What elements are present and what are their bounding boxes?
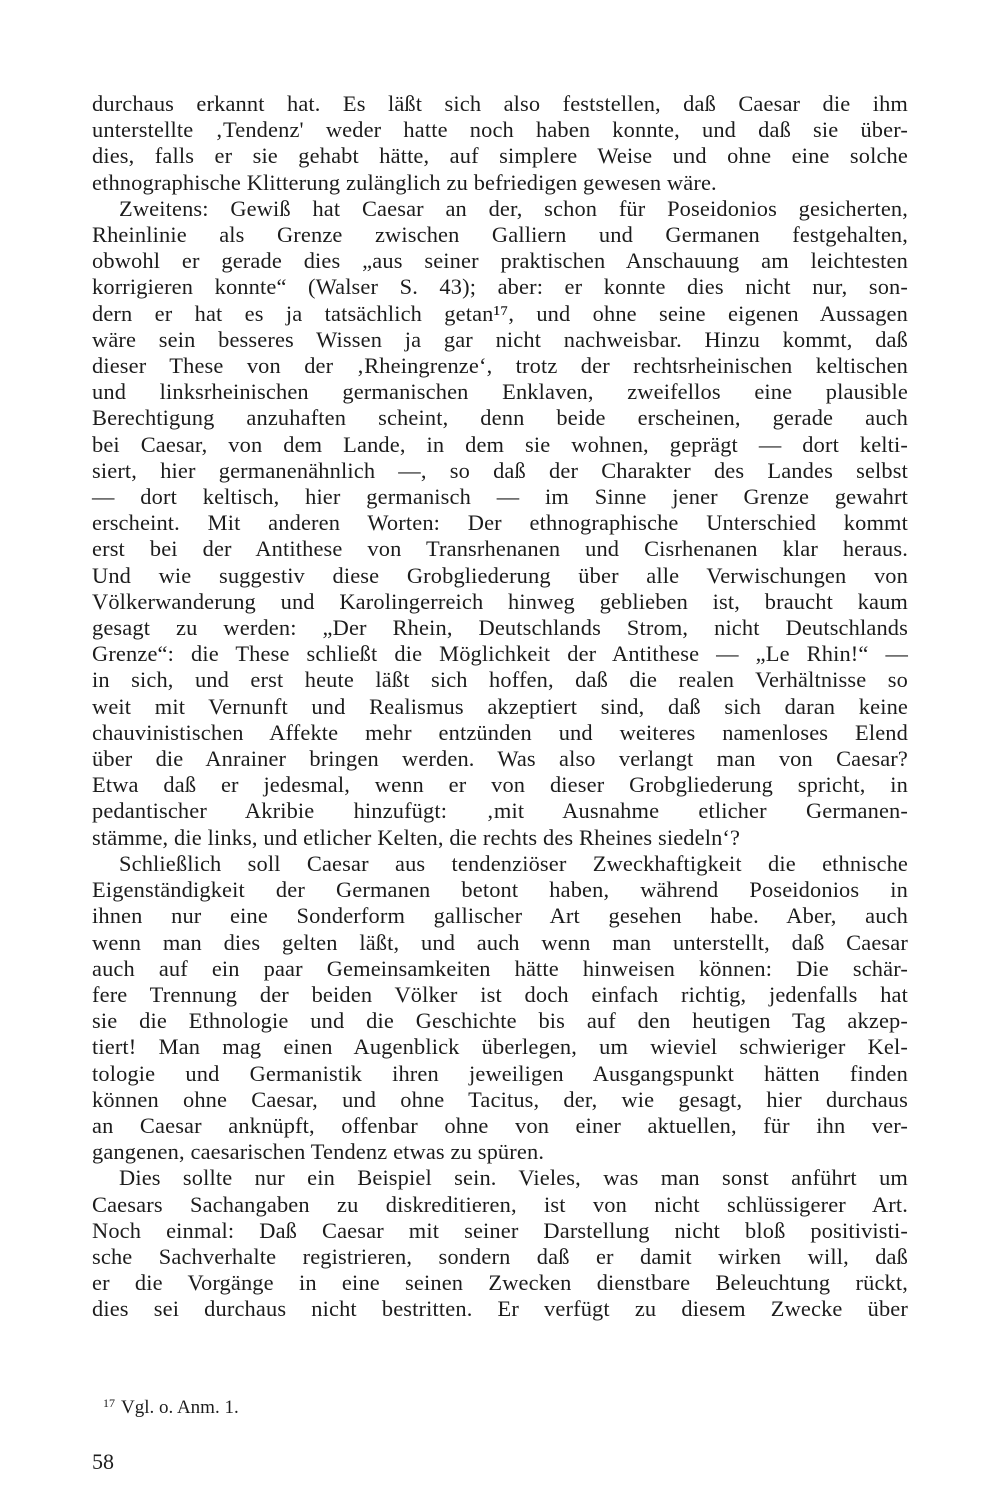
text-line: dies, falls er sie gehabt hätte, auf simplere Weise und ohne eine solche xyxy=(92,143,908,169)
text-line: durchaus erkannt hat. Es läßt sich also feststellen, daß Caesar die ihm xyxy=(92,91,908,116)
text-line: ethnographische Klitterung zulänglich zu befriedigen gewesen wäre. xyxy=(92,169,717,195)
footnote-17 xyxy=(103,1392,239,1419)
text-line: tologie und Germanistik ihren jeweiligen Ausgangspunkt hätten finden xyxy=(92,1060,908,1086)
text-line: wenn man dies gelten läßt, und auch wenn man unterstellt, daß Caesar xyxy=(92,929,908,955)
text-line: dieser These von der ‚Rheingrenze‘, trotz der rechtsrheinischen keltischen xyxy=(92,353,908,379)
text-line: ihnen nur eine Sonderform gallischer Art gesehen habe. Aber, auch xyxy=(92,903,908,929)
text-line: können ohne Caesar, und ohne Tacitus, der, wie gesagt, hier durchaus xyxy=(92,1086,908,1112)
text-line: pedantischer Akribie hinzufügt: ‚mit Ausnahme etlicher Germanen- xyxy=(92,798,908,824)
text-line: — dort keltisch, hier germanisch — im Sinne jener Grenze gewahrt xyxy=(92,484,908,510)
text-line: in sich, und erst heute läßt sich hoffen, daß die realen Verhältnisse so xyxy=(92,667,908,693)
text-line: dern er hat es ja tatsächlich getan¹⁷, und ohne seine eigenen Aussagen xyxy=(92,300,908,326)
text-line: tiert! Man mag einen Augenblick überlegen, um wieviel schwieriger Kel- xyxy=(92,1034,908,1060)
text-line: über die Anrainer bringen werden. Was also verlangt man von Caesar? xyxy=(92,746,908,772)
text-line: korrigieren konnte“ (Walser S. 43); aber: er konnte dies nicht nur, son- xyxy=(92,274,908,300)
text-line: obwohl er gerade dies „aus seiner praktischen Anschauung am leichtesten xyxy=(92,248,908,274)
text-line: dies sei durchaus nicht bestritten. Er verfügt zu diesem Zwecke über xyxy=(92,1296,908,1322)
text-line: er die Vorgänge in eine seinen Zwecken dienstbare Beleuchtung rückt, xyxy=(92,1270,908,1296)
footnote-number: 17 xyxy=(103,1396,115,1410)
text-line: Zweitens: Gewiß hat Caesar an der, schon für Poseidonios gesicherten, xyxy=(119,195,908,221)
text-line: auch auf ein paar Gemeinsamkeiten hätte hinweisen können: Die schär- xyxy=(92,955,908,981)
text-line: sie die Ethnologie und die Geschichte bis auf den heutigen Tag akzep- xyxy=(92,1008,908,1034)
text-line: Völkerwanderung und Karolingerreich hinweg geblieben ist, braucht kaum xyxy=(92,588,908,614)
text-line: bei Caesar, von dem Lande, in dem sie wohnen, geprägt — dort kelti- xyxy=(92,431,908,457)
text-line: fere Trennung der beiden Völker ist doch einfach richtig, jedenfalls hat xyxy=(92,981,908,1007)
body-text xyxy=(92,91,908,1323)
text-line: Etwa daß er jedesmal, wenn er von dieser Grobgliederung spricht, in xyxy=(92,772,908,798)
text-line: Caesars Sachangaben zu diskreditieren, ist von nicht schlüssigerer Art. xyxy=(92,1191,908,1217)
text-line: und linksrheinischen germanischen Enklaven, zweifellos eine plausible xyxy=(92,379,908,405)
page-number: 58 xyxy=(92,1449,114,1474)
footnote-text: Vgl. o. Anm. 1. xyxy=(121,1397,239,1418)
text-line: chauvinistischen Affekte mehr entzünden und weiteres namenloses Elend xyxy=(92,719,908,745)
text-line: erscheint. Mit anderen Worten: Der ethnographische Unterschied kommt xyxy=(92,510,908,536)
text-line: Schließlich soll Caesar aus tendenziöser Zweckhaftigkeit die ethnische xyxy=(119,850,908,876)
text-line: Grenze“: die These schließt die Möglichkeit der Antithese — „Le Rhin!“ — xyxy=(92,641,908,667)
text-line: wäre sein besseres Wissen ja gar nicht nachweisbar. Hinzu kommt, daß xyxy=(92,326,908,352)
text-line: Dies sollte nur ein Beispiel sein. Vieles, was man sonst anführt um xyxy=(119,1165,908,1191)
text-line: Eigenständigkeit der Germanen betont haben, während Poseidonios in xyxy=(92,877,908,903)
text-line: unterstellte ‚Tendenz' weder hatte noch haben konnte, und daß sie über- xyxy=(92,117,908,143)
text-line: sche Sachverhalte registrieren, sondern daß er damit wirken will, daß xyxy=(92,1243,908,1269)
text-line: weit mit Vernunft und Realismus akzeptiert sind, daß sich daran keine xyxy=(92,693,908,719)
text-line: Rheinlinie als Grenze zwischen Galliern und Germanen festgehalten, xyxy=(92,222,908,248)
text-line: gesagt zu werden: „Der Rhein, Deutschlands Strom, nicht Deutschlands xyxy=(92,615,908,641)
text-line: erst bei der Antithese von Transrhenanen und Cisrhenanen klar heraus. xyxy=(92,536,908,562)
text-line: Noch einmal: Daß Caesar mit seiner Darstellung nicht bloß positivisti- xyxy=(92,1217,908,1243)
text-line: stämme, die links, und etlicher Kelten, die rechts des Rheines siedeln‘? xyxy=(92,824,741,850)
text-line: gangenen, caesarischen Tendenz etwas zu spüren. xyxy=(92,1139,545,1165)
text-line: Berechtigung anzuhaften scheint, denn beide erscheinen, gerade auch xyxy=(92,405,908,431)
text-line: an Caesar anknüpft, offenbar ohne von einer aktuellen, für ihn ver- xyxy=(92,1112,908,1138)
text-line: Und wie suggestiv diese Grobgliederung über alle Verwischungen von xyxy=(92,562,908,588)
text-line: siert, hier germanenähnlich —, so daß der Charakter des Landes selbst xyxy=(92,457,908,483)
